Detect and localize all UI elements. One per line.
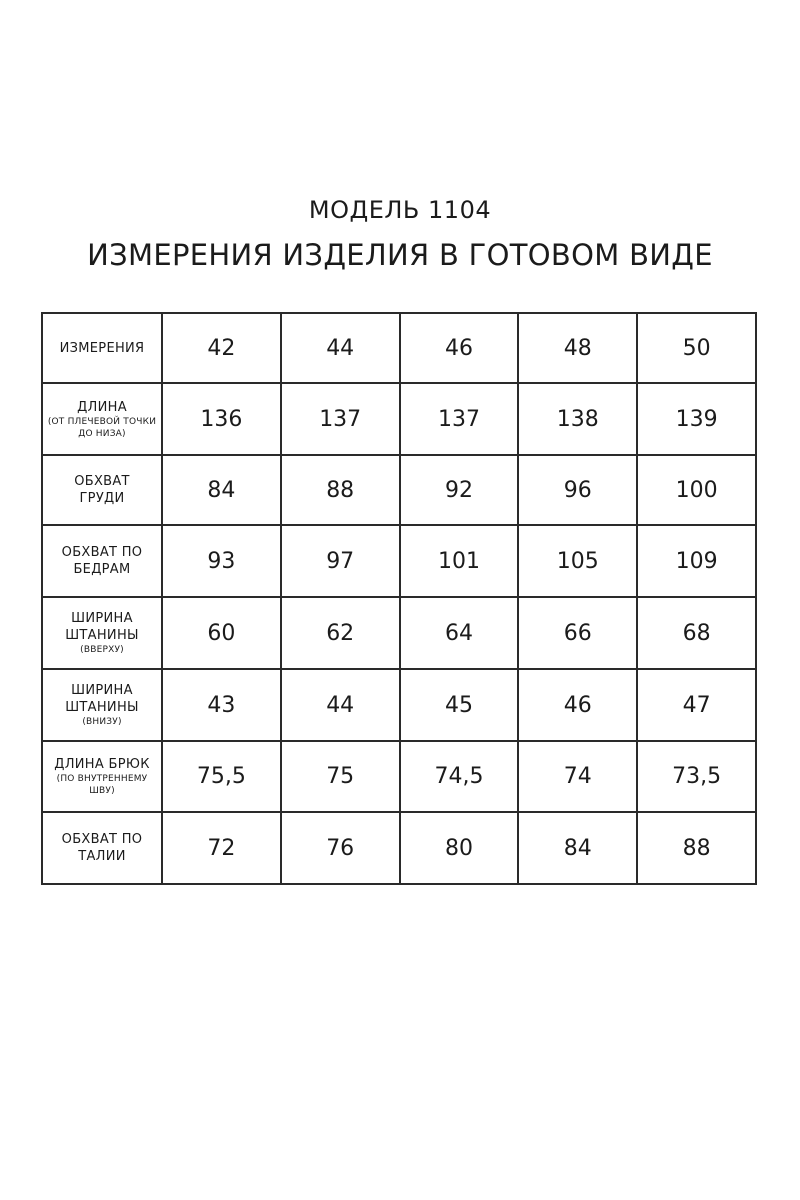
value-cell: 62 <box>281 597 400 669</box>
row-label-text: ШИРИНА <box>71 683 133 698</box>
value-cell: 75,5 <box>162 741 281 812</box>
value-cell: 46 <box>400 313 519 383</box>
row-label <box>42 383 162 455</box>
value-cell: 93 <box>162 525 281 597</box>
value-cell: 64 <box>400 597 519 669</box>
row-label-text: БЕДРАМ <box>73 562 131 577</box>
table-row-trouser-length <box>42 741 756 812</box>
value-cell: 48 <box>518 313 637 383</box>
value-cell: 88 <box>281 455 400 525</box>
row-label-text: ОБХВАТ ПО <box>61 832 143 847</box>
value-cell: 50 <box>637 313 756 383</box>
row-label <box>42 812 162 884</box>
value-cell: 138 <box>518 383 637 455</box>
value-cell: 136 <box>162 383 281 455</box>
value-cell: 42 <box>162 313 281 383</box>
value-cell: 73,5 <box>637 741 756 812</box>
value-cell: 76 <box>281 812 400 884</box>
value-cell: 84 <box>162 455 281 525</box>
row-label <box>42 455 162 525</box>
table-row-chest <box>42 455 756 525</box>
row-label-text: ДЛИНА <box>77 399 127 415</box>
row-label-text: ИЗМЕРЕНИЯ <box>59 340 145 356</box>
value-cell: 109 <box>637 525 756 597</box>
value-cell: 139 <box>637 383 756 455</box>
table-row-leg-width-top <box>42 597 756 669</box>
row-label-text: ШТАНИНЫ <box>65 628 139 643</box>
row-label-note: (ОТ ПЛЕЧЕВОЙ ТОЧКИ ДО НИЗА) <box>47 416 157 439</box>
value-cell: 84 <box>518 812 637 884</box>
row-label <box>42 597 162 669</box>
value-cell: 74,5 <box>400 741 519 812</box>
value-cell: 137 <box>281 383 400 455</box>
value-cell: 88 <box>637 812 756 884</box>
table-row-length <box>42 383 756 455</box>
value-cell: 75 <box>281 741 400 812</box>
row-label-text: ОБХВАТ <box>74 474 130 489</box>
value-cell: 80 <box>400 812 519 884</box>
row-label-text: ШИРИНА <box>71 611 133 626</box>
row-label <box>42 669 162 741</box>
value-cell: 47 <box>637 669 756 741</box>
row-label-text: ДЛИНА БРЮК <box>54 757 150 772</box>
value-cell: 46 <box>518 669 637 741</box>
table-row-hips <box>42 525 756 597</box>
value-cell: 44 <box>281 669 400 741</box>
row-label-note: (ПО ВНУТРЕННЕМУ ШВУ) <box>56 774 148 796</box>
value-cell: 74 <box>518 741 637 812</box>
value-cell: 43 <box>162 669 281 741</box>
value-cell: 68 <box>637 597 756 669</box>
size-table <box>41 312 757 885</box>
row-label <box>42 313 162 383</box>
value-cell: 96 <box>518 455 637 525</box>
value-cell: 72 <box>162 812 281 884</box>
table-row-leg-width-bottom <box>42 669 756 741</box>
value-cell: 105 <box>518 525 637 597</box>
table-row-waist <box>42 812 756 884</box>
row-label-text: ГРУДИ <box>79 491 125 506</box>
value-cell: 97 <box>281 525 400 597</box>
row-label-text: ШТАНИНЫ <box>65 700 139 715</box>
model-title: МОДЕЛЬ 1104 <box>308 196 492 224</box>
value-cell: 137 <box>400 383 519 455</box>
page-title: ИЗМЕРЕНИЯ ИЗДЕЛИЯ В ГОТОВОМ ВИДЕ <box>87 238 713 272</box>
row-label-note: (ВВЕРХУ) <box>80 645 124 655</box>
row-label-text: ТАЛИИ <box>78 849 126 864</box>
value-cell: 100 <box>637 455 756 525</box>
row-label-text: ОБХВАТ ПО <box>61 545 143 560</box>
row-label <box>42 525 162 597</box>
value-cell: 66 <box>518 597 637 669</box>
value-cell: 44 <box>281 313 400 383</box>
row-label <box>42 741 162 812</box>
value-cell: 101 <box>400 525 519 597</box>
value-cell: 45 <box>400 669 519 741</box>
value-cell: 60 <box>162 597 281 669</box>
table-row-measurements <box>42 313 756 383</box>
row-label-note: (ВНИЗУ) <box>82 717 122 727</box>
value-cell: 92 <box>400 455 519 525</box>
